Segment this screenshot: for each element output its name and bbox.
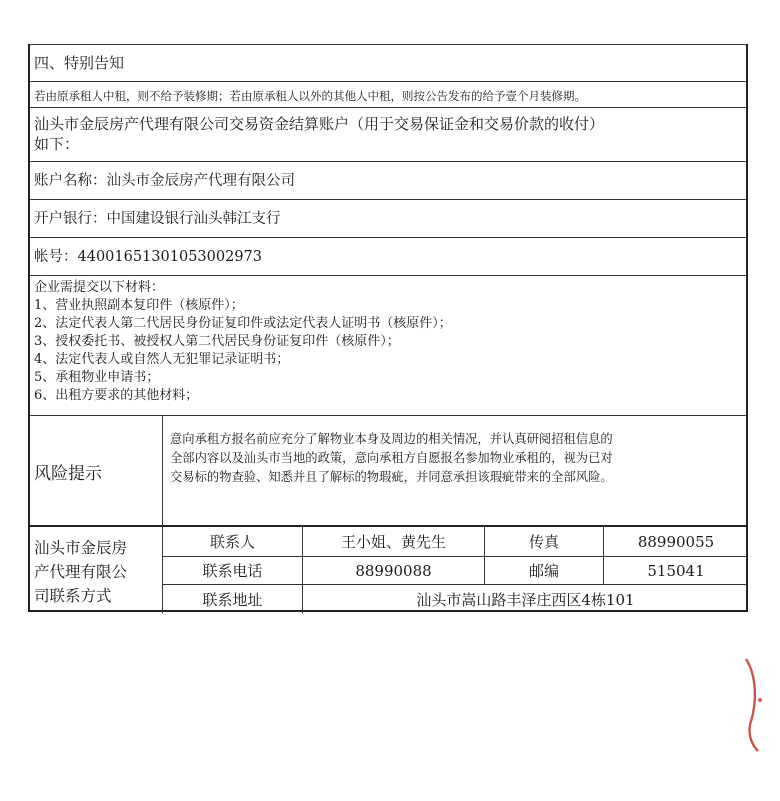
phone-value: 88990088	[355, 561, 432, 580]
material-item: 5、承租物业申请书；	[34, 370, 160, 385]
contact-person-value: 王小姐、黄先生	[340, 533, 446, 551]
renovation-notice	[30, 81, 746, 107]
account-intro-line1: 汕头市金辰房产代理有限公司交易资金结算账户（用于交易保证金和交易价款的收付）	[34, 115, 605, 133]
fax-label: 传真	[528, 533, 559, 551]
contact-block	[30, 525, 746, 613]
contact-label	[34, 536, 127, 608]
fax-value: 88990055	[637, 532, 715, 551]
bank-name: 开户银行：中国建设银行汕头韩江支行	[34, 211, 281, 227]
risk-text-line: 交易标的物查验、知悉并且了解标的物瑕疵，并同意承担该瑕疵带来的全部风险。	[170, 470, 613, 484]
material-item: 1、营业执照副本复印件（核原件）；	[34, 298, 244, 313]
material-item: 2、法定代表人第二代居民身份证复印件或法定代表人证明书（核原件）；	[34, 316, 452, 331]
account-number: 帐号：44001651301053002973	[34, 249, 263, 265]
phone-label: 联系电话	[202, 562, 263, 580]
materials-list	[30, 275, 746, 415]
contact-label-line: 产代理有限公	[34, 563, 128, 581]
material-item: 3、授权委托书、被授权人第二代居民身份证复印件（核原件）；	[34, 334, 400, 349]
postcode-value: 515041	[647, 561, 705, 580]
account-intro-line2: 如下：	[34, 135, 80, 153]
materials-heading: 企业需提交以下材料：	[34, 280, 165, 295]
postcode-label: 邮编	[528, 562, 559, 580]
account-number-row	[30, 237, 746, 275]
material-item: 4、法定代表人或自然人无犯罪记录证明书；	[34, 352, 290, 367]
renovation-notice-text: 若由原承租人中租，则不给予装修期；若由原承租人以外的其他人中租，则按公告发布的给予壹个月装修期。	[34, 89, 586, 103]
account-name: 账户名称：汕头市金辰房产代理有限公司	[34, 173, 295, 189]
risk-text	[170, 430, 613, 487]
risk-row	[30, 415, 746, 525]
account-intro	[30, 107, 746, 161]
address-value: 汕头市嵩山路丰泽庄西区4栋101	[416, 590, 635, 609]
material-item: 6、出租方要求的其他材料；	[34, 388, 199, 403]
section-title-text: 四、特别告知	[34, 54, 125, 72]
contact-label-line: 汕头市金辰房	[34, 539, 128, 557]
section-title	[30, 45, 746, 81]
risk-text-line: 全部内容以及汕头市当地的政策，意向承租方自愿报名参加物业承租的，视为已对	[170, 451, 613, 465]
contact-label-line: 司联系方式	[34, 587, 112, 605]
bank-row	[30, 199, 746, 237]
address-label: 联系地址	[202, 590, 263, 609]
risk-divider	[162, 416, 163, 526]
account-name-row	[30, 161, 746, 199]
risk-text-line: 意向承租方报名前应充分了解物业本身及周边的相关情况，并认真研阅招租信息的	[170, 432, 613, 446]
seal-edge-mark	[740, 655, 770, 755]
contact-person-label: 联系人	[209, 533, 255, 551]
notice-table	[28, 44, 748, 612]
risk-label: 风险提示	[34, 463, 102, 484]
